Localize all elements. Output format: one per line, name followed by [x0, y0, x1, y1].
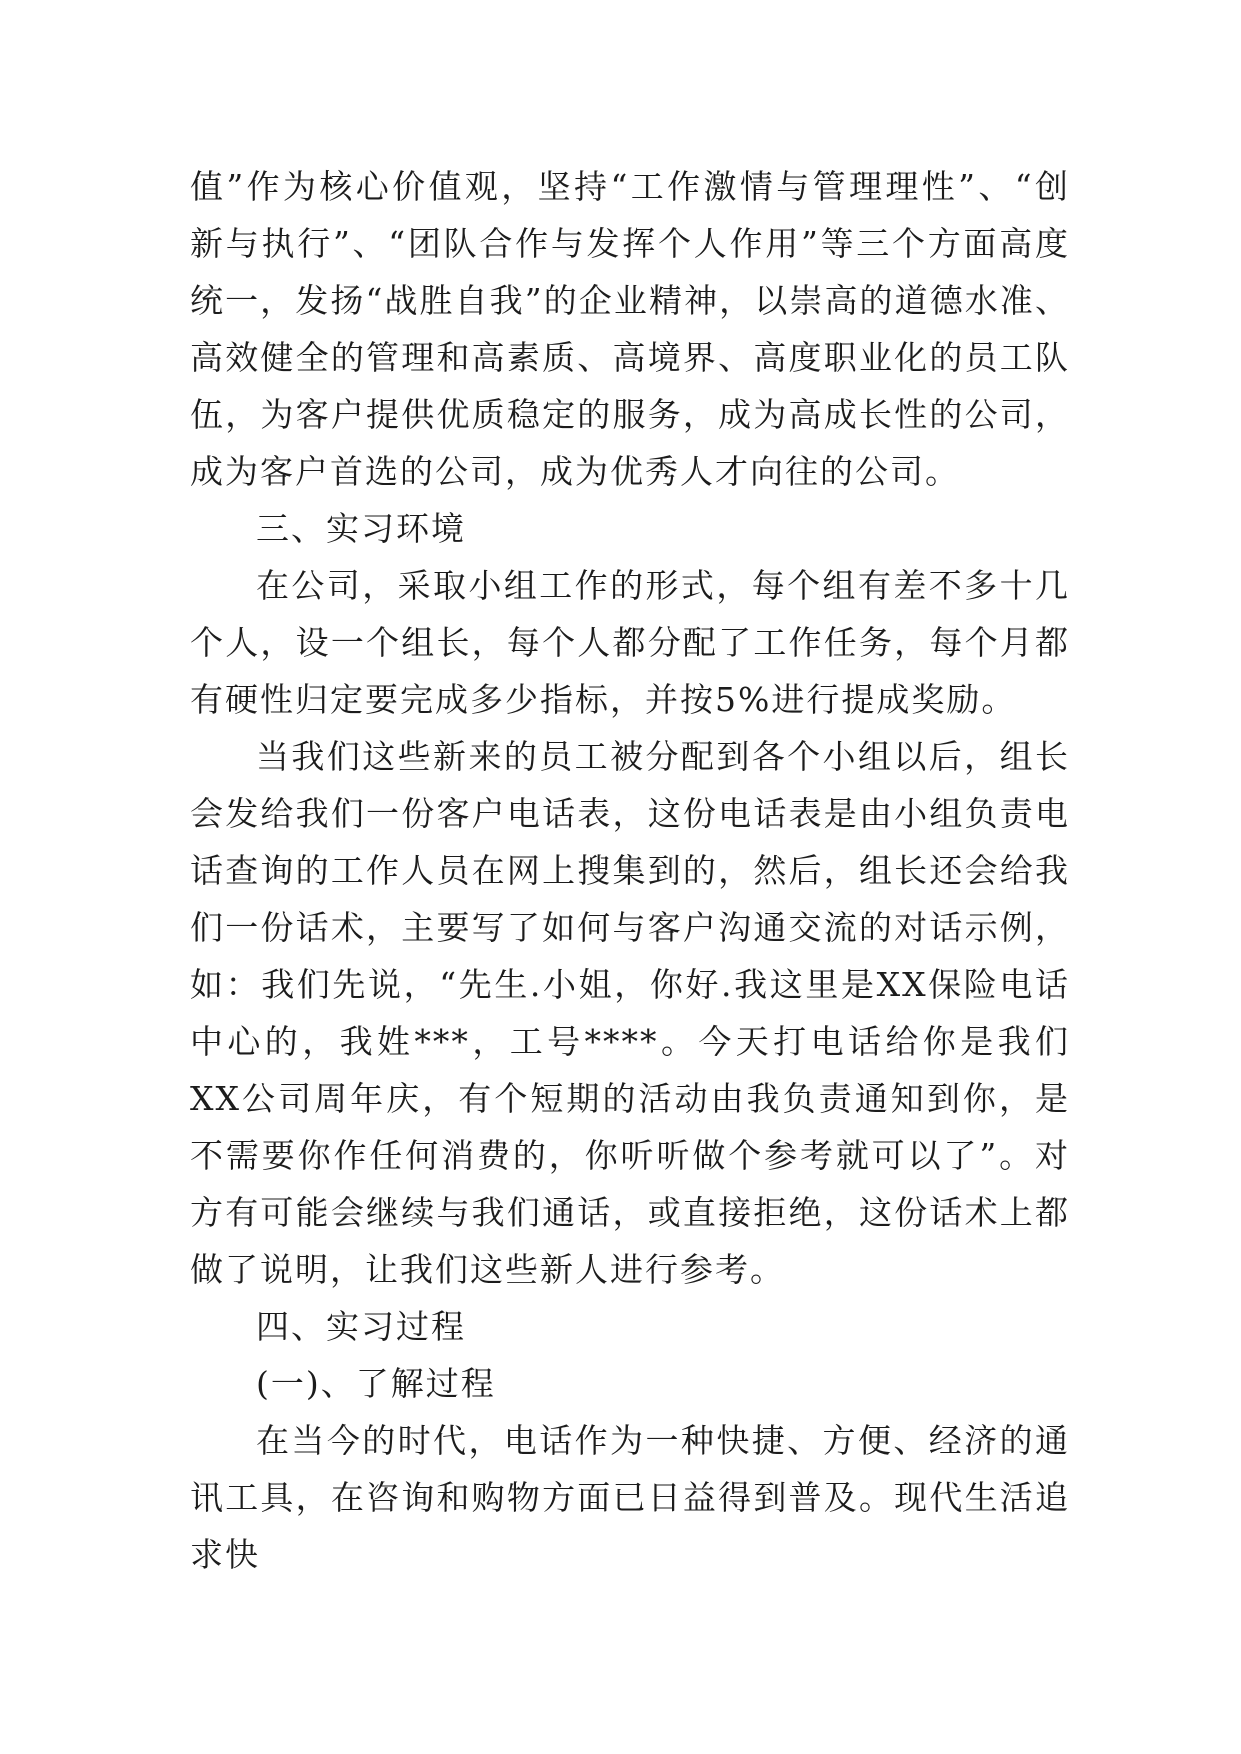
paragraph-phone-era: 在当今的时代，电话作为一种快捷、方便、经济的通讯工具，在咨询和购物方面已日益得到普及。现代生活追求快	[190, 1421, 1070, 1574]
paragraph-team-structure: 在公司，采取小组工作的形式，每个组有差不多十几个人，设一个组长，每个人都分配了工作任务，每个月都有硬性归定要完成多少指标，并按5%进行提成奖励。	[190, 566, 1070, 719]
section-heading-internship-process: 四、实习过程	[256, 1307, 466, 1346]
section-heading-internship-environment: 三、实习环境	[256, 509, 466, 548]
paragraph-phone-script: 当我们这些新来的员工被分配到各个小组以后，组长会发给我们一份客户电话表，这份电话表是由小组负责电话查询的工作人员在网上搜集到的，然后，组长还会给我们一份话术，主要写了如何与客户沟通交流的对话示例，如：我们先说，“先生.小姐，你好.我这里是XX保险电话中心的，我姓***，工号****。今天打电话给你是我们XX公司周年庆，有个短期的活动由我负责通知到你，是不需要你作任何消费的，你听听做个参考就可以了”。对方有可能会继续与我们通话，或直接拒绝，这份话术上都做了说明，让我们这些新人进行参考。	[190, 737, 1070, 1289]
document-body	[190, 158, 1070, 1583]
subsection-heading-understanding: (一)、了解过程	[256, 1364, 496, 1403]
paragraph-continuation: 值”作为核心价值观，坚持“工作激情与管理理性”、“创新与执行”、“团队合作与发挥个人作用”等三个方面高度统一，发扬“战胜自我”的企业精神，以崇高的道德水准、高效健全的管理和高素质、高境界、高度职业化的员工队伍，为客户提供优质稳定的服务，成为高成长性的公司，成为客户首选的公司，成为优秀人才向往的公司。	[190, 167, 1070, 491]
